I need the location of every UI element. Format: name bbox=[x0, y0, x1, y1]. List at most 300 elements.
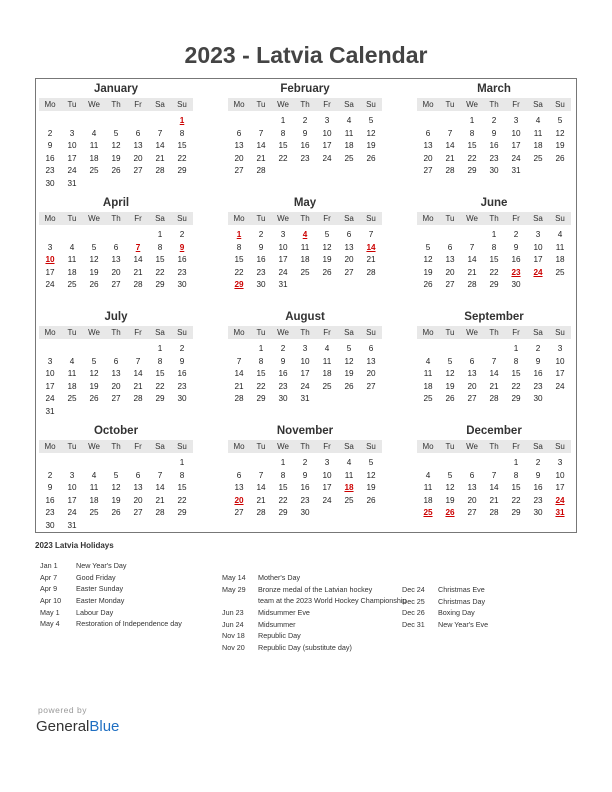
day-cell[interactable]: 13 bbox=[445, 255, 455, 264]
holiday-day-cell[interactable]: 10 bbox=[45, 255, 55, 264]
day-cell[interactable]: 5 bbox=[91, 356, 97, 366]
day-cell[interactable]: 26 bbox=[555, 153, 565, 163]
day-cell[interactable]: 9 bbox=[535, 356, 541, 366]
day-cell[interactable]: 2 bbox=[302, 458, 308, 467]
day-cell[interactable]: 7 bbox=[258, 128, 264, 138]
day-cell[interactable]: 25 bbox=[533, 153, 543, 163]
day-cell[interactable]: 31 bbox=[67, 178, 77, 188]
day-cell[interactable]: 5 bbox=[368, 458, 374, 467]
day-cell[interactable]: 21 bbox=[155, 153, 165, 163]
day-cell[interactable]: 18 bbox=[300, 255, 310, 264]
day-cell[interactable]: 30 bbox=[177, 280, 187, 289]
day-cell[interactable]: 4 bbox=[91, 128, 97, 138]
day-cell[interactable]: 22 bbox=[177, 495, 187, 505]
day-cell[interactable]: 30 bbox=[278, 394, 288, 403]
holiday-day-cell[interactable]: 1 bbox=[236, 230, 242, 239]
day-cell[interactable]: 1 bbox=[157, 230, 163, 239]
day-cell[interactable]: 12 bbox=[111, 483, 121, 492]
day-cell[interactable]: 21 bbox=[133, 381, 143, 391]
day-cell[interactable]: 10 bbox=[67, 141, 77, 150]
day-cell[interactable]: 5 bbox=[447, 470, 453, 480]
day-cell[interactable]: 10 bbox=[67, 483, 77, 492]
day-cell[interactable]: 22 bbox=[278, 495, 288, 505]
day-cell[interactable]: 20 bbox=[467, 381, 477, 391]
day-cell[interactable]: 17 bbox=[45, 381, 55, 391]
day-cell[interactable]: 19 bbox=[344, 369, 354, 378]
day-cell[interactable]: 20 bbox=[344, 255, 354, 264]
day-cell[interactable]: 5 bbox=[346, 344, 352, 353]
day-cell[interactable]: 22 bbox=[155, 267, 165, 277]
day-cell[interactable]: 10 bbox=[45, 369, 55, 378]
day-cell[interactable]: 25 bbox=[300, 267, 310, 277]
day-cell[interactable]: 7 bbox=[236, 356, 242, 366]
day-cell[interactable]: 25 bbox=[67, 280, 77, 289]
day-cell[interactable]: 20 bbox=[445, 267, 455, 277]
holiday-day-cell[interactable]: 26 bbox=[445, 508, 455, 517]
day-cell[interactable]: 4 bbox=[425, 470, 431, 480]
day-cell[interactable]: 31 bbox=[45, 406, 55, 416]
day-cell[interactable]: 18 bbox=[533, 141, 543, 150]
day-cell[interactable]: 12 bbox=[111, 141, 121, 150]
day-cell[interactable]: 29 bbox=[278, 508, 288, 517]
day-cell[interactable]: 14 bbox=[489, 483, 499, 492]
day-cell[interactable]: 18 bbox=[555, 255, 565, 264]
day-cell[interactable]: 22 bbox=[177, 153, 187, 163]
day-cell[interactable]: 24 bbox=[45, 280, 55, 289]
day-cell[interactable]: 10 bbox=[511, 128, 521, 138]
day-cell[interactable]: 26 bbox=[111, 166, 121, 175]
day-cell[interactable]: 25 bbox=[67, 394, 77, 403]
day-cell[interactable]: 22 bbox=[489, 267, 499, 277]
day-cell[interactable]: 19 bbox=[366, 141, 376, 150]
day-cell[interactable]: 12 bbox=[322, 242, 332, 252]
holiday-day-cell[interactable]: 31 bbox=[555, 508, 565, 517]
day-cell[interactable]: 9 bbox=[258, 242, 264, 252]
day-cell[interactable]: 16 bbox=[489, 141, 499, 150]
day-cell[interactable]: 10 bbox=[300, 356, 310, 366]
day-cell[interactable]: 20 bbox=[366, 369, 376, 378]
day-cell[interactable]: 11 bbox=[67, 369, 77, 378]
day-cell[interactable]: 17 bbox=[555, 483, 565, 492]
day-cell[interactable]: 4 bbox=[69, 242, 75, 252]
day-cell[interactable]: 18 bbox=[89, 495, 99, 505]
day-cell[interactable]: 3 bbox=[47, 356, 53, 366]
day-cell[interactable]: 15 bbox=[155, 255, 165, 264]
day-cell[interactable]: 5 bbox=[425, 242, 431, 252]
day-cell[interactable]: 31 bbox=[278, 280, 288, 289]
day-cell[interactable]: 18 bbox=[423, 381, 433, 391]
day-cell[interactable]: 5 bbox=[91, 242, 97, 252]
day-cell[interactable]: 6 bbox=[368, 344, 374, 353]
day-cell[interactable]: 10 bbox=[555, 470, 565, 480]
holiday-day-cell[interactable]: 24 bbox=[533, 267, 543, 277]
day-cell[interactable]: 4 bbox=[425, 356, 431, 366]
day-cell[interactable]: 18 bbox=[322, 369, 332, 378]
day-cell[interactable]: 19 bbox=[445, 381, 455, 391]
day-cell[interactable]: 15 bbox=[467, 141, 477, 150]
day-cell[interactable]: 7 bbox=[157, 470, 163, 480]
day-cell[interactable]: 2 bbox=[280, 344, 286, 353]
day-cell[interactable]: 13 bbox=[366, 356, 376, 366]
day-cell[interactable]: 30 bbox=[489, 166, 499, 175]
day-cell[interactable]: 17 bbox=[322, 483, 332, 492]
day-cell[interactable]: 10 bbox=[322, 128, 332, 138]
day-cell[interactable]: 22 bbox=[467, 153, 477, 163]
day-cell[interactable]: 17 bbox=[533, 255, 543, 264]
day-cell[interactable]: 1 bbox=[179, 458, 185, 467]
day-cell[interactable]: 27 bbox=[234, 166, 244, 175]
day-cell[interactable]: 15 bbox=[278, 483, 288, 492]
day-cell[interactable]: 23 bbox=[489, 153, 499, 163]
day-cell[interactable]: 19 bbox=[423, 267, 433, 277]
holiday-day-cell[interactable]: 23 bbox=[511, 267, 521, 277]
day-cell[interactable]: 13 bbox=[133, 141, 143, 150]
day-cell[interactable]: 10 bbox=[555, 356, 565, 366]
holiday-day-cell[interactable]: 18 bbox=[344, 483, 354, 492]
day-cell[interactable]: 25 bbox=[344, 153, 354, 163]
day-cell[interactable]: 27 bbox=[111, 394, 121, 403]
day-cell[interactable]: 30 bbox=[45, 178, 55, 188]
day-cell[interactable]: 7 bbox=[368, 230, 374, 239]
day-cell[interactable]: 3 bbox=[69, 470, 75, 480]
day-cell[interactable]: 8 bbox=[491, 242, 497, 252]
day-cell[interactable]: 3 bbox=[69, 128, 75, 138]
holiday-day-cell[interactable]: 20 bbox=[234, 495, 244, 505]
day-cell[interactable]: 27 bbox=[111, 280, 121, 289]
day-cell[interactable]: 24 bbox=[555, 381, 565, 391]
holiday-day-cell[interactable]: 7 bbox=[135, 242, 141, 252]
day-cell[interactable]: 17 bbox=[67, 153, 77, 163]
day-cell[interactable]: 21 bbox=[256, 495, 266, 505]
day-cell[interactable]: 2 bbox=[179, 344, 185, 353]
holiday-day-cell[interactable]: 9 bbox=[179, 242, 185, 252]
day-cell[interactable]: 5 bbox=[324, 230, 330, 239]
day-cell[interactable]: 29 bbox=[489, 280, 499, 289]
day-cell[interactable]: 1 bbox=[469, 116, 475, 125]
day-cell[interactable]: 20 bbox=[111, 381, 121, 391]
day-cell[interactable]: 11 bbox=[423, 369, 433, 378]
day-cell[interactable]: 9 bbox=[302, 470, 308, 480]
day-cell[interactable]: 3 bbox=[557, 458, 563, 467]
day-cell[interactable]: 28 bbox=[256, 508, 266, 517]
day-cell[interactable]: 28 bbox=[489, 508, 499, 517]
day-cell[interactable]: 22 bbox=[234, 267, 244, 277]
day-cell[interactable]: 27 bbox=[423, 166, 433, 175]
day-cell[interactable]: 29 bbox=[511, 508, 521, 517]
day-cell[interactable]: 24 bbox=[511, 153, 521, 163]
day-cell[interactable]: 1 bbox=[258, 344, 264, 353]
day-cell[interactable]: 5 bbox=[368, 116, 374, 125]
day-cell[interactable]: 21 bbox=[256, 153, 266, 163]
day-cell[interactable]: 23 bbox=[177, 267, 187, 277]
day-cell[interactable]: 16 bbox=[177, 255, 187, 264]
day-cell[interactable]: 8 bbox=[280, 128, 286, 138]
day-cell[interactable]: 4 bbox=[324, 344, 330, 353]
day-cell[interactable]: 9 bbox=[280, 356, 286, 366]
day-cell[interactable]: 19 bbox=[445, 495, 455, 505]
day-cell[interactable]: 14 bbox=[155, 141, 165, 150]
day-cell[interactable]: 10 bbox=[533, 242, 543, 252]
day-cell[interactable]: 14 bbox=[445, 141, 455, 150]
day-cell[interactable]: 9 bbox=[47, 141, 53, 150]
day-cell[interactable]: 17 bbox=[278, 255, 288, 264]
day-cell[interactable]: 27 bbox=[133, 166, 143, 175]
day-cell[interactable]: 16 bbox=[177, 369, 187, 378]
day-cell[interactable]: 6 bbox=[425, 128, 431, 138]
day-cell[interactable]: 26 bbox=[89, 394, 99, 403]
day-cell[interactable]: 6 bbox=[469, 356, 475, 366]
day-cell[interactable]: 27 bbox=[467, 508, 477, 517]
day-cell[interactable]: 19 bbox=[555, 141, 565, 150]
day-cell[interactable]: 8 bbox=[280, 470, 286, 480]
day-cell[interactable]: 21 bbox=[445, 153, 455, 163]
day-cell[interactable]: 6 bbox=[236, 128, 242, 138]
day-cell[interactable]: 25 bbox=[89, 508, 99, 517]
day-cell[interactable]: 2 bbox=[258, 230, 264, 239]
day-cell[interactable]: 29 bbox=[177, 508, 187, 517]
day-cell[interactable]: 20 bbox=[467, 495, 477, 505]
day-cell[interactable]: 28 bbox=[366, 267, 376, 277]
day-cell[interactable]: 6 bbox=[447, 242, 453, 252]
day-cell[interactable]: 11 bbox=[300, 242, 310, 252]
day-cell[interactable]: 7 bbox=[491, 356, 497, 366]
day-cell[interactable]: 7 bbox=[258, 470, 264, 480]
day-cell[interactable]: 16 bbox=[45, 495, 55, 505]
day-cell[interactable]: 4 bbox=[91, 470, 97, 480]
day-cell[interactable]: 4 bbox=[557, 230, 563, 239]
brand-logo[interactable] bbox=[36, 718, 119, 735]
day-cell[interactable]: 29 bbox=[177, 166, 187, 175]
day-cell[interactable]: 24 bbox=[322, 495, 332, 505]
day-cell[interactable]: 11 bbox=[344, 470, 354, 480]
day-cell[interactable]: 16 bbox=[256, 255, 266, 264]
day-cell[interactable]: 20 bbox=[111, 267, 121, 277]
day-cell[interactable]: 16 bbox=[300, 141, 310, 150]
day-cell[interactable]: 6 bbox=[346, 230, 352, 239]
day-cell[interactable]: 8 bbox=[179, 470, 185, 480]
day-cell[interactable]: 11 bbox=[423, 483, 433, 492]
day-cell[interactable]: 1 bbox=[157, 344, 163, 353]
day-cell[interactable]: 22 bbox=[256, 381, 266, 391]
day-cell[interactable]: 20 bbox=[423, 153, 433, 163]
day-cell[interactable]: 21 bbox=[489, 381, 499, 391]
day-cell[interactable]: 11 bbox=[555, 242, 565, 252]
day-cell[interactable]: 29 bbox=[155, 280, 165, 289]
day-cell[interactable]: 4 bbox=[346, 116, 352, 125]
day-cell[interactable]: 2 bbox=[535, 344, 541, 353]
day-cell[interactable]: 3 bbox=[47, 242, 53, 252]
day-cell[interactable]: 13 bbox=[234, 141, 244, 150]
day-cell[interactable]: 13 bbox=[111, 369, 121, 378]
day-cell[interactable]: 16 bbox=[278, 369, 288, 378]
day-cell[interactable]: 18 bbox=[89, 153, 99, 163]
day-cell[interactable]: 28 bbox=[155, 508, 165, 517]
day-cell[interactable]: 14 bbox=[256, 141, 266, 150]
day-cell[interactable]: 24 bbox=[67, 508, 77, 517]
day-cell[interactable]: 3 bbox=[324, 116, 330, 125]
day-cell[interactable]: 23 bbox=[533, 381, 543, 391]
day-cell[interactable]: 9 bbox=[513, 242, 519, 252]
day-cell[interactable]: 19 bbox=[89, 267, 99, 277]
day-cell[interactable]: 19 bbox=[111, 495, 121, 505]
day-cell[interactable]: 28 bbox=[133, 280, 143, 289]
day-cell[interactable]: 18 bbox=[67, 267, 77, 277]
day-cell[interactable]: 12 bbox=[423, 255, 433, 264]
day-cell[interactable]: 21 bbox=[467, 267, 477, 277]
day-cell[interactable]: 26 bbox=[111, 508, 121, 517]
day-cell[interactable]: 8 bbox=[157, 242, 163, 252]
day-cell[interactable]: 12 bbox=[89, 255, 99, 264]
day-cell[interactable]: 19 bbox=[322, 255, 332, 264]
day-cell[interactable]: 21 bbox=[155, 495, 165, 505]
day-cell[interactable]: 21 bbox=[489, 495, 499, 505]
day-cell[interactable]: 28 bbox=[256, 166, 266, 175]
day-cell[interactable]: 10 bbox=[322, 470, 332, 480]
day-cell[interactable]: 24 bbox=[278, 267, 288, 277]
day-cell[interactable]: 19 bbox=[111, 153, 121, 163]
day-cell[interactable]: 28 bbox=[133, 394, 143, 403]
day-cell[interactable]: 6 bbox=[113, 242, 119, 252]
day-cell[interactable]: 5 bbox=[113, 470, 119, 480]
day-cell[interactable]: 5 bbox=[447, 356, 453, 366]
day-cell[interactable]: 12 bbox=[366, 128, 376, 138]
day-cell[interactable]: 7 bbox=[447, 128, 453, 138]
day-cell[interactable]: 14 bbox=[234, 369, 244, 378]
day-cell[interactable]: 27 bbox=[133, 508, 143, 517]
day-cell[interactable]: 15 bbox=[256, 369, 266, 378]
day-cell[interactable]: 26 bbox=[366, 153, 376, 163]
day-cell[interactable]: 2 bbox=[47, 470, 53, 480]
day-cell[interactable]: 5 bbox=[557, 116, 563, 125]
day-cell[interactable]: 18 bbox=[423, 495, 433, 505]
day-cell[interactable]: 31 bbox=[511, 166, 521, 175]
day-cell[interactable]: 1 bbox=[513, 344, 519, 353]
day-cell[interactable]: 27 bbox=[467, 394, 477, 403]
day-cell[interactable]: 30 bbox=[256, 280, 266, 289]
day-cell[interactable]: 4 bbox=[69, 356, 75, 366]
day-cell[interactable]: 3 bbox=[513, 116, 519, 125]
day-cell[interactable]: 25 bbox=[344, 495, 354, 505]
day-cell[interactable]: 16 bbox=[511, 255, 521, 264]
day-cell[interactable]: 23 bbox=[45, 508, 55, 517]
day-cell[interactable]: 15 bbox=[511, 369, 521, 378]
day-cell[interactable]: 19 bbox=[366, 483, 376, 492]
day-cell[interactable]: 18 bbox=[67, 381, 77, 391]
day-cell[interactable]: 29 bbox=[256, 394, 266, 403]
holiday-day-cell[interactable]: 25 bbox=[423, 508, 433, 517]
day-cell[interactable]: 29 bbox=[467, 166, 477, 175]
day-cell[interactable]: 23 bbox=[300, 153, 310, 163]
day-cell[interactable]: 20 bbox=[234, 153, 244, 163]
day-cell[interactable]: 3 bbox=[535, 230, 541, 239]
day-cell[interactable]: 4 bbox=[346, 458, 352, 467]
day-cell[interactable]: 31 bbox=[67, 520, 77, 530]
day-cell[interactable]: 12 bbox=[445, 483, 455, 492]
day-cell[interactable]: 13 bbox=[111, 255, 121, 264]
day-cell[interactable]: 21 bbox=[133, 267, 143, 277]
day-cell[interactable]: 19 bbox=[89, 381, 99, 391]
day-cell[interactable]: 17 bbox=[322, 141, 332, 150]
day-cell[interactable]: 11 bbox=[89, 483, 99, 492]
day-cell[interactable]: 13 bbox=[344, 242, 354, 252]
day-cell[interactable]: 17 bbox=[67, 495, 77, 505]
day-cell[interactable]: 1 bbox=[513, 458, 519, 467]
day-cell[interactable]: 9 bbox=[179, 356, 185, 366]
day-cell[interactable]: 6 bbox=[135, 128, 141, 138]
day-cell[interactable]: 23 bbox=[177, 381, 187, 391]
day-cell[interactable]: 15 bbox=[177, 483, 187, 492]
day-cell[interactable]: 12 bbox=[366, 470, 376, 480]
day-cell[interactable]: 1 bbox=[280, 458, 286, 467]
day-cell[interactable]: 1 bbox=[280, 116, 286, 125]
day-cell[interactable]: 13 bbox=[133, 483, 143, 492]
day-cell[interactable]: 26 bbox=[366, 495, 376, 505]
day-cell[interactable]: 15 bbox=[234, 255, 244, 264]
day-cell[interactable]: 11 bbox=[322, 356, 332, 366]
day-cell[interactable]: 15 bbox=[489, 255, 499, 264]
day-cell[interactable]: 8 bbox=[179, 128, 185, 138]
day-cell[interactable]: 16 bbox=[533, 483, 543, 492]
day-cell[interactable]: 7 bbox=[469, 242, 475, 252]
day-cell[interactable]: 15 bbox=[278, 141, 288, 150]
day-cell[interactable]: 28 bbox=[234, 394, 244, 403]
day-cell[interactable]: 8 bbox=[258, 356, 264, 366]
day-cell[interactable]: 7 bbox=[157, 128, 163, 138]
day-cell[interactable]: 26 bbox=[89, 280, 99, 289]
day-cell[interactable]: 8 bbox=[513, 470, 519, 480]
day-cell[interactable]: 21 bbox=[366, 255, 376, 264]
day-cell[interactable]: 26 bbox=[344, 381, 354, 391]
day-cell[interactable]: 6 bbox=[469, 470, 475, 480]
day-cell[interactable]: 28 bbox=[489, 394, 499, 403]
day-cell[interactable]: 6 bbox=[113, 356, 119, 366]
day-cell[interactable]: 12 bbox=[344, 356, 354, 366]
day-cell[interactable]: 14 bbox=[155, 483, 165, 492]
holiday-day-cell[interactable]: 29 bbox=[234, 280, 244, 289]
day-cell[interactable]: 23 bbox=[300, 495, 310, 505]
day-cell[interactable]: 11 bbox=[533, 128, 543, 138]
day-cell[interactable]: 27 bbox=[445, 280, 455, 289]
day-cell[interactable]: 3 bbox=[557, 344, 563, 353]
day-cell[interactable]: 15 bbox=[511, 483, 521, 492]
day-cell[interactable]: 28 bbox=[445, 166, 455, 175]
day-cell[interactable]: 30 bbox=[300, 508, 310, 517]
day-cell[interactable]: 29 bbox=[511, 394, 521, 403]
day-cell[interactable]: 8 bbox=[469, 128, 475, 138]
day-cell[interactable]: 20 bbox=[133, 495, 143, 505]
day-cell[interactable]: 27 bbox=[366, 381, 376, 391]
day-cell[interactable]: 22 bbox=[511, 381, 521, 391]
day-cell[interactable]: 25 bbox=[423, 394, 433, 403]
day-cell[interactable]: 3 bbox=[280, 230, 286, 239]
day-cell[interactable]: 17 bbox=[555, 369, 565, 378]
day-cell[interactable]: 24 bbox=[67, 166, 77, 175]
holiday-day-cell[interactable]: 14 bbox=[366, 242, 376, 252]
day-cell[interactable]: 11 bbox=[344, 128, 354, 138]
day-cell[interactable]: 24 bbox=[45, 394, 55, 403]
day-cell[interactable]: 14 bbox=[467, 255, 477, 264]
day-cell[interactable]: 22 bbox=[278, 153, 288, 163]
day-cell[interactable]: 30 bbox=[177, 394, 187, 403]
day-cell[interactable]: 24 bbox=[300, 381, 310, 391]
day-cell[interactable]: 23 bbox=[45, 166, 55, 175]
day-cell[interactable]: 16 bbox=[300, 483, 310, 492]
day-cell[interactable]: 15 bbox=[177, 141, 187, 150]
day-cell[interactable]: 24 bbox=[322, 153, 332, 163]
day-cell[interactable]: 9 bbox=[302, 128, 308, 138]
day-cell[interactable]: 11 bbox=[67, 255, 77, 264]
day-cell[interactable]: 9 bbox=[47, 483, 53, 492]
